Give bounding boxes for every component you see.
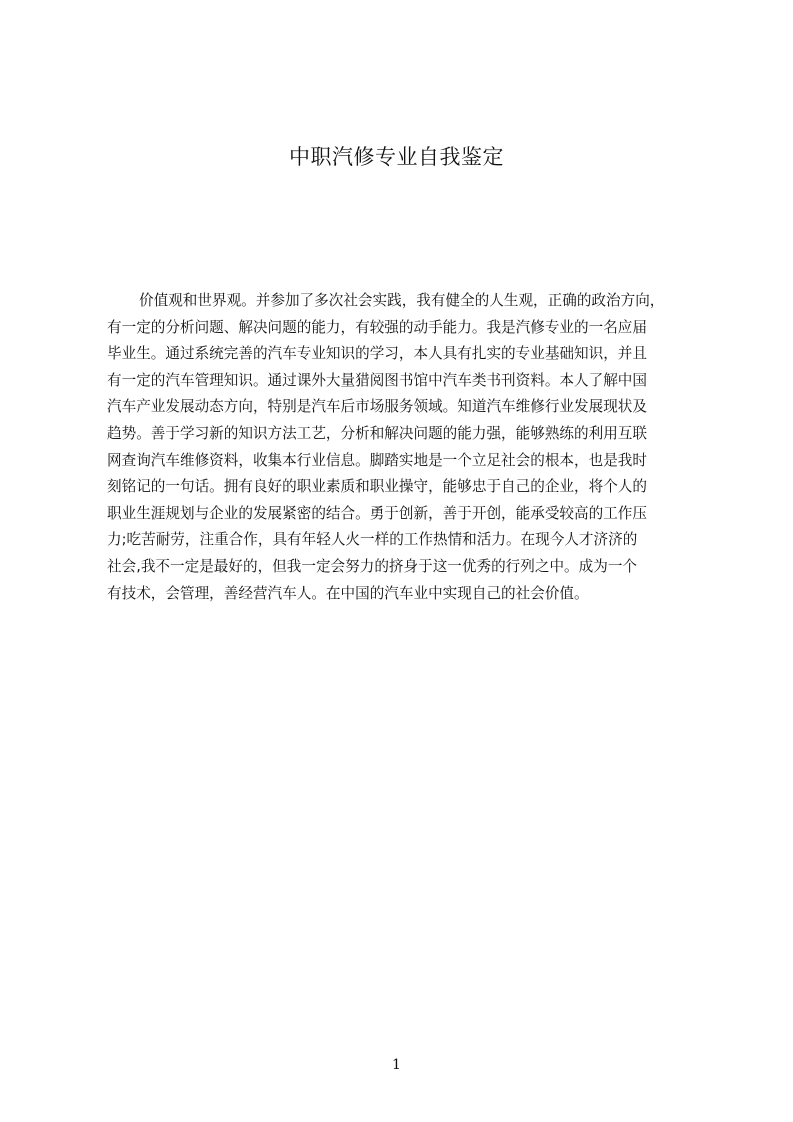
page-number: 1 [392, 1057, 401, 1073]
paragraph-line: 价值观和世界观。并参加了多次社会实践，我有健全的人生观，正确的政治方向， [139, 292, 665, 309]
paragraph-line: 力;吃苦耐劳，注重合作，具有年轻人火一样的工作热情和活力。在现今人才济济的 [107, 531, 638, 549]
paragraph-line: 汽车产业发展动态方向，特别是汽车后市场服务领域。知道汽车维修行业发展现状及 [107, 398, 647, 416]
paragraph-line: 有一定的分析问题、解决问题的能力，有较强的动手能力。我是汽修专业的一名应届 [107, 318, 647, 336]
paragraph-line: 有技术，会管理，善经营汽车人。在中国的汽车业中实现自己的社会价值。 [107, 584, 589, 602]
paragraph-line: 刻铭记的一句话。拥有良好的职业素质和职业操守，能够忠于自己的企业，将个人的 [107, 478, 647, 496]
paragraph-line: 网查询汽车维修资料，收集本行业信息。脚踏实地是一个立足社会的根本，也是我时 [107, 451, 647, 469]
body-paragraph [107, 288, 699, 607]
paragraph-line: 毕业生。通过系统完善的汽车专业知识的学习，本人具有扎实的专业基础知识，并且 [107, 345, 647, 363]
paragraph-line: 社会,我不一定是最好的，但我一定会努力的挤身于这一优秀的行列之中。成为一个 [107, 557, 638, 575]
paragraph-line: 趋势。善于学习新的知识方法工艺，分析和解决问题的能力强，能够熟练的利用互联 [107, 424, 647, 442]
document-title: 中职汽修专业自我鉴定 [289, 145, 504, 169]
paragraph-line: 职业生涯规划与企业的发展紧密的结合。勇于创新，善于开创，能承受较高的工作压 [107, 504, 647, 522]
paragraph-line: 有一定的汽车管理知识。通过课外大量猎阅图书馆中汽车类书刊资料。本人了解中国 [107, 371, 647, 389]
